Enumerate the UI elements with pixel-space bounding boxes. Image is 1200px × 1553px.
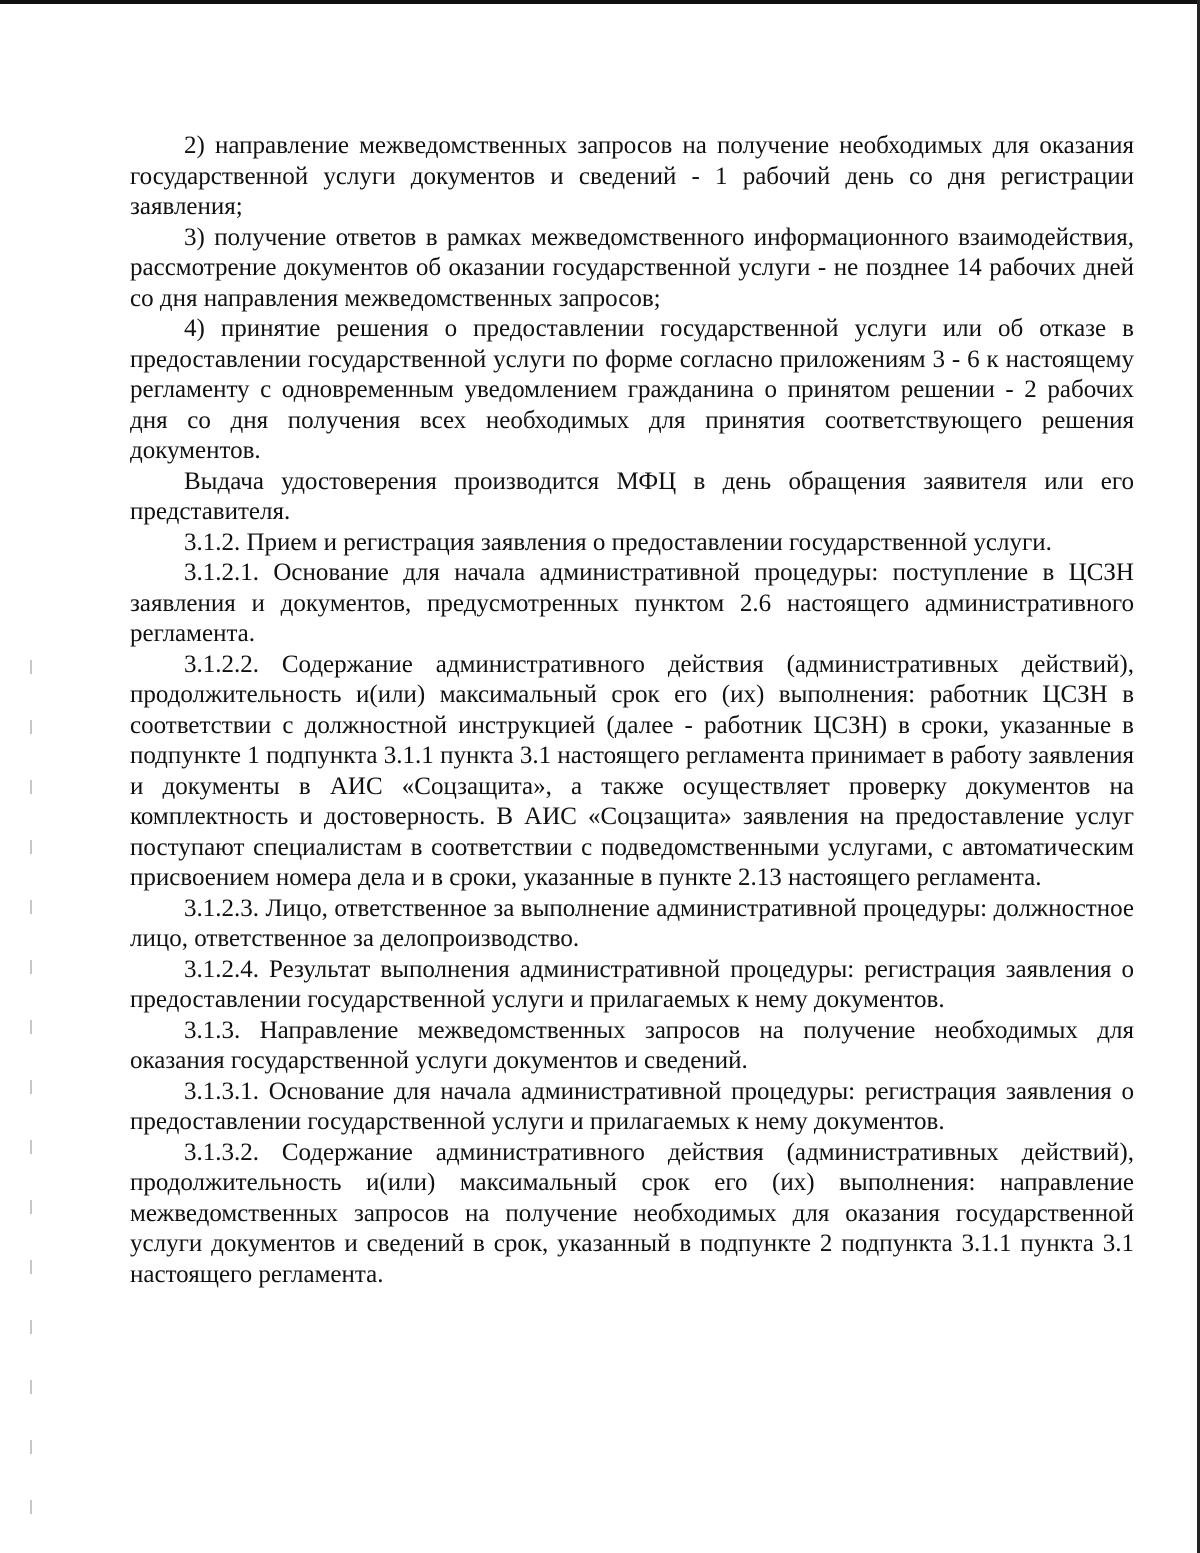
scan-margin-marks — [30, 660, 32, 1520]
paragraph-item-3-deadline: 3) получение ответов в рамках межведомственного информационного взаимодействия, рассмотрение документов об оказании государственной услуги - не позднее 14 рабочих дней со дня направления межведомственных запросов; — [130, 223, 1134, 312]
paragraph-certificate-issue: Выдача удостоверения производится МФЦ в день обращения заявителя или его представителя. — [130, 467, 1134, 525]
paragraph-3-1-2-4: 3.1.2.4. Результат выполнения административной процедуры: регистрация заявления о предоставлении государственной услуги и прилагаемых к нему документов. — [130, 955, 1134, 1013]
scan-top-border — [0, 0, 1200, 4]
paragraph-3-1-2-1: 3.1.2.1. Основание для начала административной процедуры: поступление в ЦСЗН заявления и документов, предусмотренных пунктом 2.6 настоящего административного регламента. — [130, 559, 1134, 647]
paragraph-3-1-2-2: 3.1.2.2. Содержание административного действия (административных действий), продолжительность и(или) максимальный срок его (их) выполнения: работник ЦСЗН в соответствии с должностной инструкцией (далее - работник ЦСЗН) в сроки, указанные в подпункте 1 подпункта 3.1.1 пункта 3.1 настоящего регламента принимает в работу заявления и документы в АИС «Соцзащита», а также осуществляет проверку документов на комплектность и достоверность. В АИС «Соцзащита» заявления на предоставление услуг поступают специалистам в соответствии с подведомственными услугами, с автоматическим присвоением номера дела и в сроки, указанные в пункте 2.13 настоящего регламента. — [130, 650, 1134, 891]
paragraph-3-1-3-2: 3.1.3.2. Содержание административного действия (административных действий), продолжительность и(или) максимальный срок его (их) выполнения: направление межведомственных запросов на получение необходимых для оказания государственной услуги документов и сведений в срок, указанный в подпункте 2 подпункта 3.1.1 пункта 3.1 настоящего регламента. — [130, 1138, 1134, 1288]
paragraph-3-1-2-3: 3.1.2.3. Лицо, ответственное за выполнение административной процедуры: должностное лицо, ответственное за делопроизводство. — [130, 894, 1134, 952]
paragraph-item-4-deadline: 4) принятие решения о предоставлении государственной услуги или об отказе в предоставлении государственной услуги по форме согласно приложениям 3 - 6 к настоящему регламенту с одновременным уведомлением гражданина о принятом решении - 2 рабочих дня со дня получения всех необходимых для принятия соответствующего решения документов. — [130, 315, 1134, 464]
section-3-1-2-heading: 3.1.2. Прием и регистрация заявления о предоставлении государственной услуги. — [184, 528, 1052, 556]
paragraph-3-1-3-1: 3.1.3.1. Основание для начала административной процедуры: регистрация заявления о предоставлении государственной услуги и прилагаемых к нему документов. — [130, 1077, 1134, 1135]
document-body — [130, 131, 1134, 1290]
section-3-1-3-heading: 3.1.3. Направление межведомственных запросов на получение необходимых для оказания государственной услуги документов и сведений. — [130, 1016, 1134, 1074]
paragraph-item-2-deadline: 2) направление межведомственных запросов на получение необходимых для оказания государственной услуги документов и сведений - 1 рабочий день со дня регистрации заявления; — [130, 132, 1134, 220]
